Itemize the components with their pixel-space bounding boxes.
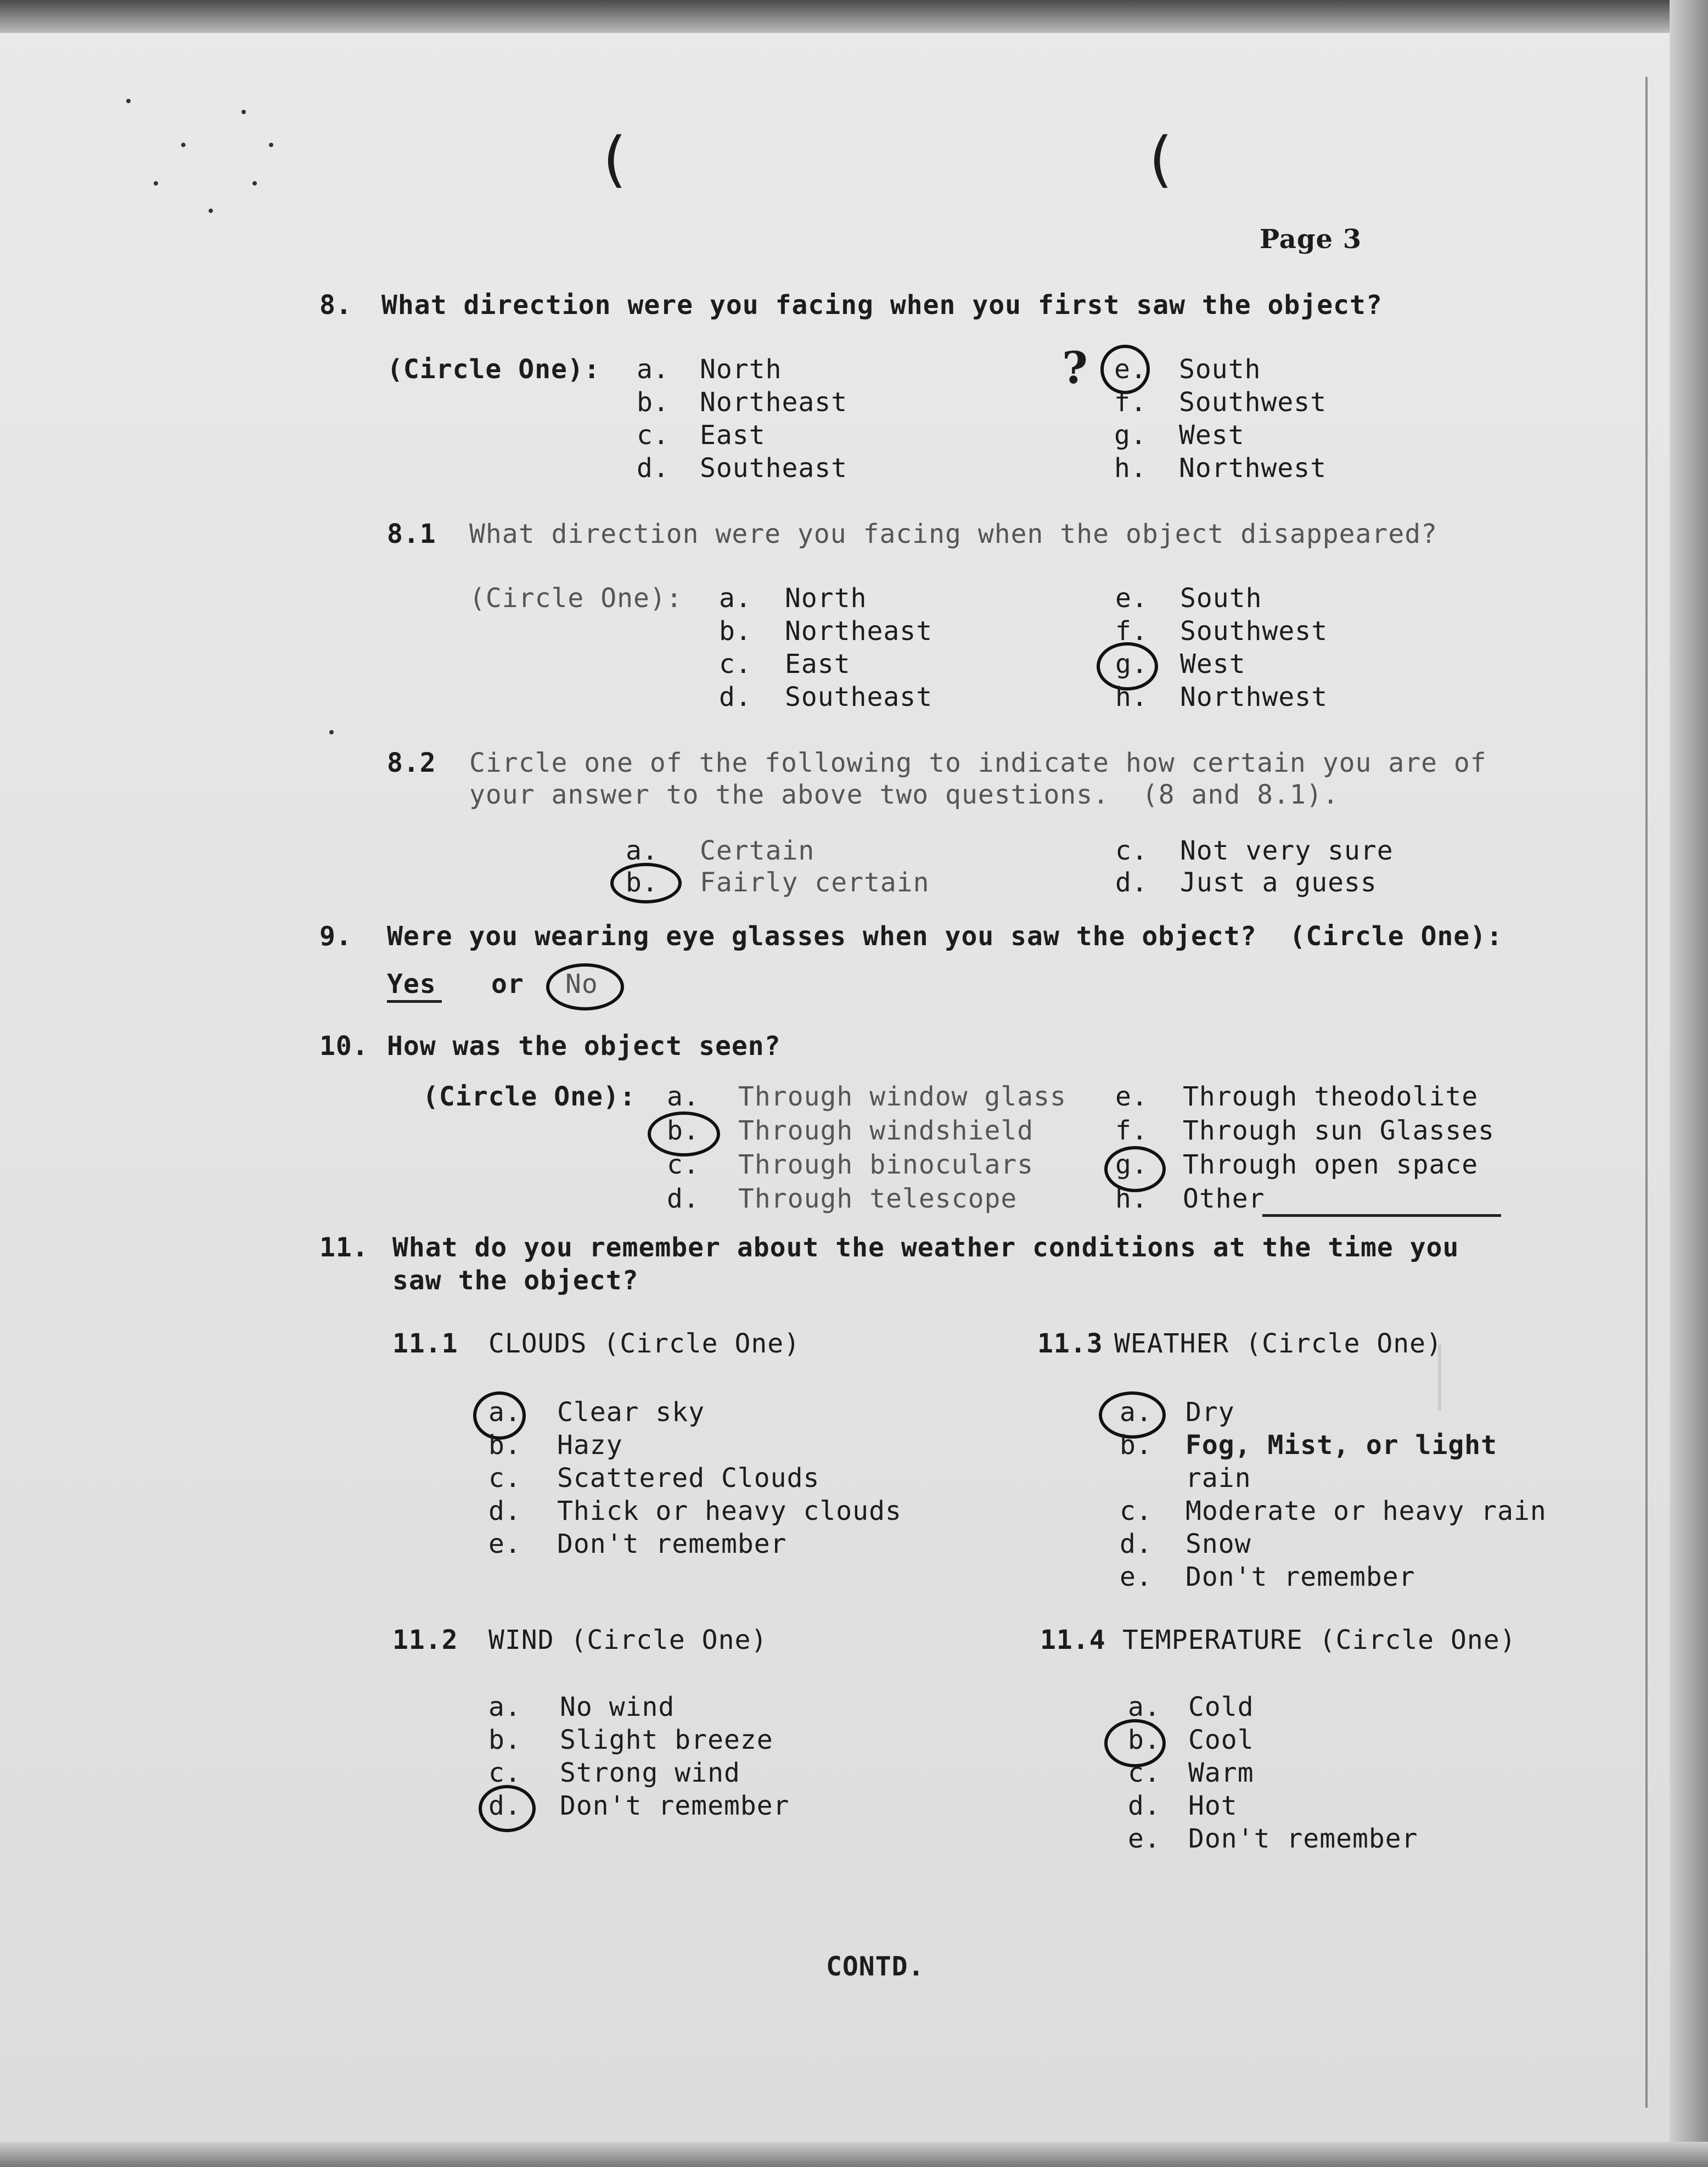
q11-4-opt-a-letter: a. — [1128, 1692, 1161, 1722]
q8-opt-f-letter: f. — [1114, 387, 1147, 418]
q11-4-opt-d[interactable]: Hot — [1188, 1790, 1238, 1821]
q8-1-opt-a-letter: a. — [719, 583, 752, 614]
hole-paren-right: ( — [1142, 124, 1179, 194]
q9-text: Were you wearing eye glasses when you saw the object? (Circle One): — [387, 921, 1503, 952]
q10-opt-f-letter: f. — [1115, 1115, 1148, 1146]
q8-2-opt-b[interactable]: Fairly certain — [700, 867, 930, 898]
q8-1-instruction: (Circle One): — [469, 583, 683, 614]
q11-1-opt-a-letter: a. — [488, 1397, 521, 1428]
q11-4-opt-b[interactable]: Cool — [1188, 1725, 1254, 1755]
speck — [126, 99, 131, 103]
q10-opt-d[interactable]: Through telescope — [738, 1183, 1018, 1214]
q11-2-title: WIND (Circle One) — [488, 1625, 768, 1655]
q8-opt-a[interactable]: North — [700, 354, 782, 385]
q11-2-opt-a[interactable]: No wind — [560, 1692, 675, 1722]
speck — [252, 181, 257, 186]
page-number: Page 3 — [1260, 224, 1362, 255]
q11-2-opt-c-letter: c. — [488, 1758, 521, 1788]
q11-3-number: 11.3 — [1037, 1328, 1103, 1359]
q9-number: 9. — [319, 921, 352, 952]
q11-3-opt-a[interactable]: Dry — [1186, 1397, 1235, 1428]
q10-opt-e-letter: e. — [1115, 1081, 1148, 1112]
q11-3-opt-b-cont: rain — [1186, 1463, 1251, 1494]
q11-1-opt-b[interactable]: Hazy — [557, 1430, 623, 1461]
q10-opt-b-letter: b. — [667, 1115, 700, 1146]
q8-instruction: (Circle One): — [387, 354, 600, 385]
q11-1-number: 11.1 — [392, 1328, 458, 1359]
q8-opt-e[interactable]: South — [1179, 354, 1261, 385]
q11-number: 11. — [319, 1232, 369, 1263]
q11-4-opt-a[interactable]: Cold — [1188, 1692, 1254, 1722]
q8-1-opt-d[interactable]: Southeast — [785, 682, 933, 712]
q11-1-opt-c-letter: c. — [488, 1463, 521, 1494]
q11-3-opt-d-letter: d. — [1120, 1529, 1153, 1559]
q10-opt-h-letter: h. — [1115, 1183, 1148, 1214]
q10-opt-d-letter: d. — [667, 1183, 700, 1214]
q11-line1: What do you remember about the weather conditions at the time you — [392, 1232, 1459, 1263]
q11-2-opt-a-letter: a. — [488, 1692, 521, 1722]
q8-1-opt-f-letter: f. — [1115, 616, 1148, 647]
q8-opt-h-letter: h. — [1114, 453, 1147, 484]
q11-1-opt-b-letter: b. — [488, 1430, 521, 1461]
q8-1-opt-c[interactable]: East — [785, 649, 851, 680]
speck — [269, 143, 273, 147]
q8-2-opt-d-letter: d. — [1115, 867, 1148, 898]
q11-3-opt-b-letter: b. — [1120, 1430, 1153, 1461]
q11-2-opt-b[interactable]: Slight breeze — [560, 1725, 773, 1755]
q11-3-opt-c-letter: c. — [1120, 1496, 1153, 1526]
q10-opt-f[interactable]: Through sun Glasses — [1183, 1115, 1495, 1146]
q11-4-opt-e-letter: e. — [1128, 1823, 1161, 1854]
q11-1-opt-e[interactable]: Don't remember — [557, 1529, 787, 1559]
scan-edge-right — [1670, 0, 1708, 2167]
q8-number: 8. — [319, 290, 352, 321]
q11-4-title: TEMPERATURE (Circle One) — [1122, 1625, 1516, 1655]
speck — [241, 110, 246, 114]
q9-yes[interactable]: Yes — [387, 969, 436, 1000]
q11-4-opt-d-letter: d. — [1128, 1790, 1161, 1821]
q10-opt-g[interactable]: Through open space — [1183, 1149, 1479, 1180]
speck — [181, 143, 186, 147]
q8-1-opt-b[interactable]: Northeast — [785, 616, 933, 647]
q8-2-opt-c-letter: c. — [1115, 835, 1148, 866]
q9-no[interactable]: No — [565, 969, 598, 1000]
scan-edge-top — [0, 0, 1708, 33]
q11-line2: saw the object? — [392, 1265, 639, 1296]
q8-2-opt-b-letter: b. — [626, 867, 659, 898]
q9-yes-underline — [387, 1000, 442, 1003]
q8-2-opt-c[interactable]: Not very sure — [1180, 835, 1394, 866]
q8-text: What direction were you facing when you first saw the object? — [381, 290, 1383, 321]
q10-opt-e[interactable]: Through theodolite — [1183, 1081, 1479, 1112]
q11-3-opt-b[interactable]: Fog, Mist, or light — [1186, 1430, 1498, 1461]
q8-1-number: 8.1 — [387, 519, 436, 549]
q8-2-opt-d[interactable]: Just a guess — [1180, 867, 1377, 898]
q8-2-line1: Circle one of the following to indicate how certain you are of — [469, 748, 1487, 778]
speck — [329, 730, 334, 734]
q11-2-opt-c[interactable]: Strong wind — [560, 1758, 740, 1788]
q8-2-line2: your answer to the above two questions. (8 and 8.1). — [469, 779, 1339, 810]
q8-opt-c[interactable]: East — [700, 420, 766, 451]
q8-1-opt-g[interactable]: West — [1180, 649, 1246, 680]
q8-opt-a-letter: a. — [637, 354, 670, 385]
q8-opt-h[interactable]: Northwest — [1179, 453, 1327, 484]
q11-1-opt-e-letter: e. — [488, 1529, 521, 1559]
q8-opt-b[interactable]: Northeast — [700, 387, 848, 418]
q11-4-opt-c-letter: c. — [1128, 1758, 1161, 1788]
q11-1-opt-c[interactable]: Scattered Clouds — [557, 1463, 820, 1494]
q11-2-number: 11.2 — [392, 1625, 458, 1655]
q8-1-opt-e-letter: e. — [1115, 583, 1148, 614]
speck — [209, 209, 213, 213]
q8-opt-d[interactable]: Southeast — [700, 453, 848, 484]
q11-1-opt-a[interactable]: Clear sky — [557, 1397, 705, 1428]
q8-opt-f[interactable]: Southwest — [1179, 387, 1327, 418]
q8-1-opt-h[interactable]: Northwest — [1180, 682, 1328, 712]
q11-4-number: 11.4 — [1040, 1625, 1106, 1655]
q8-opt-c-letter: c. — [637, 420, 670, 451]
q11-3-opt-e[interactable]: Don't remember — [1186, 1562, 1415, 1592]
q9-or: or — [491, 969, 524, 1000]
q8-opt-g[interactable]: West — [1179, 420, 1245, 451]
q11-4-opt-c[interactable]: Warm — [1188, 1758, 1254, 1788]
q8-opt-e-letter: e. — [1114, 354, 1147, 385]
q8-2-opt-a-letter: a. — [626, 835, 659, 866]
q8-1-text: What direction were you facing when the object disappeared? — [469, 519, 1438, 549]
q8-opt-d-letter: d. — [637, 453, 670, 484]
q10-opt-c[interactable]: Through binoculars — [738, 1149, 1034, 1180]
footer-contd: CONTD. — [826, 1951, 925, 1982]
q11-2-opt-d-letter: d. — [488, 1790, 521, 1821]
q11-1-opt-d-letter: d. — [488, 1496, 521, 1526]
q8-1-opt-a[interactable]: North — [785, 583, 867, 614]
q10-other-blank-line[interactable] — [1262, 1214, 1501, 1217]
q11-3-opt-d[interactable]: Snow — [1186, 1529, 1251, 1559]
q8-1-opt-h-letter: h. — [1115, 682, 1148, 712]
q8-1-opt-e[interactable]: South — [1180, 583, 1262, 614]
q11-1-opt-d[interactable]: Thick or heavy clouds — [557, 1496, 902, 1526]
q10-number: 10. — [319, 1031, 369, 1062]
q8-opt-g-letter: g. — [1114, 420, 1147, 451]
q8-1-opt-d-letter: d. — [719, 682, 752, 712]
q8-1-opt-f[interactable]: Southwest — [1180, 616, 1328, 647]
q10-opt-h[interactable]: Other — [1183, 1183, 1265, 1214]
q11-3-opt-a-letter: a. — [1120, 1397, 1153, 1428]
q8-2-number: 8.2 — [387, 748, 436, 778]
q10-opt-g-letter: g. — [1115, 1149, 1148, 1180]
q8-opt-b-letter: b. — [637, 387, 670, 418]
q8-1-opt-b-letter: b. — [719, 616, 752, 647]
q11-3-opt-e-letter: e. — [1120, 1562, 1153, 1592]
q8-1-opt-c-letter: c. — [719, 649, 752, 680]
scan-edge-bottom — [0, 2142, 1708, 2167]
q11-2-opt-b-letter: b. — [488, 1725, 521, 1755]
q11-4-opt-b-letter: b. — [1128, 1725, 1161, 1755]
q10-opt-a[interactable]: Through window glass — [738, 1081, 1066, 1112]
q10-opt-a-letter: a. — [667, 1081, 700, 1112]
speck — [154, 181, 158, 186]
hole-paren-left: ( — [595, 124, 633, 194]
q11-3-title: WEATHER (Circle One) — [1114, 1328, 1442, 1359]
q10-opt-c-letter: c. — [667, 1149, 700, 1180]
q11-3-opt-c[interactable]: Moderate or heavy rain — [1186, 1496, 1547, 1526]
q8-question-mark: ? — [1062, 342, 1088, 394]
q10-text: How was the object seen? — [387, 1031, 781, 1062]
q8-1-opt-g-letter: g. — [1115, 649, 1148, 680]
q11-1-title: CLOUDS (Circle One) — [488, 1328, 801, 1359]
q11-2-opt-d[interactable]: Don't remember — [560, 1790, 790, 1821]
q11-4-opt-e[interactable]: Don't remember — [1188, 1823, 1418, 1854]
q8-2-opt-a[interactable]: Certain — [700, 835, 815, 866]
q10-opt-b[interactable]: Through windshield — [738, 1115, 1034, 1146]
right-margin-line — [1645, 77, 1648, 2108]
q10-instruction: (Circle One): — [423, 1081, 636, 1112]
